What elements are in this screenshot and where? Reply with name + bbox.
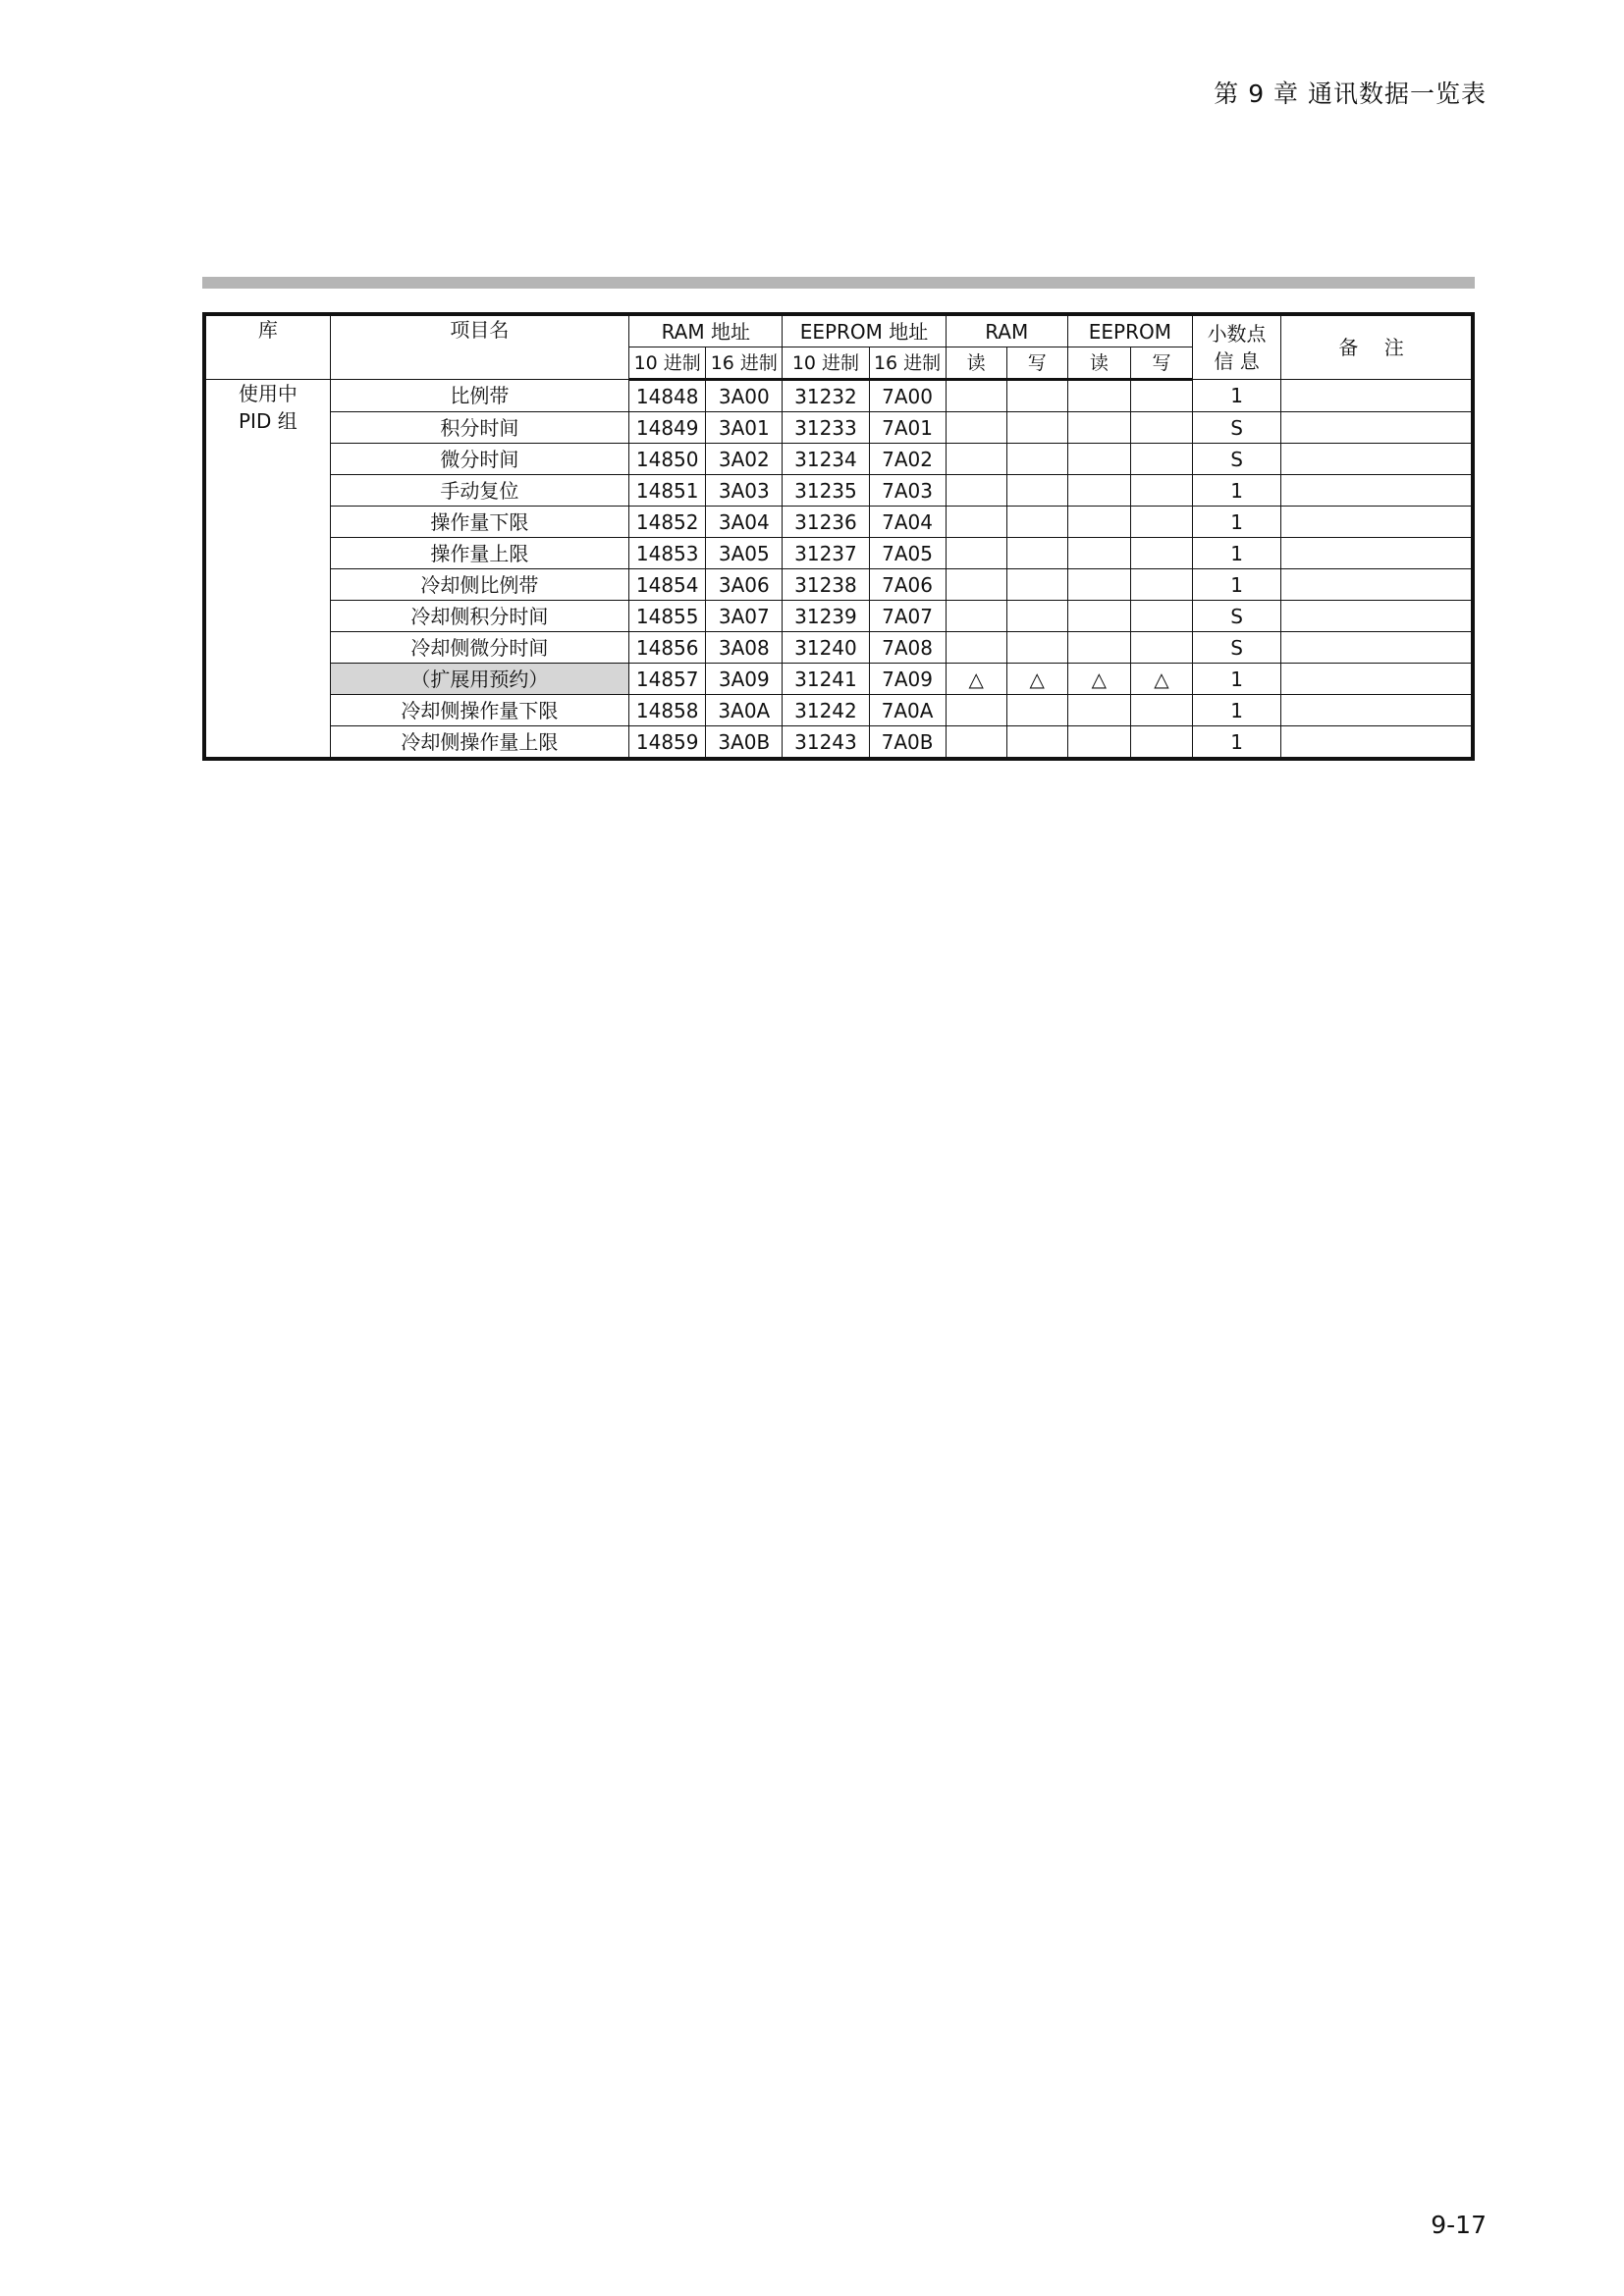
- table-row: [204, 412, 1473, 444]
- cell-ram-r: [946, 380, 1006, 412]
- cell-ram-w: [1006, 569, 1067, 601]
- item-name-cell: 冷却侧微分时间: [330, 632, 628, 664]
- cell-ee-w: [1130, 726, 1192, 760]
- header-ram-hex: 16 进制: [706, 347, 783, 380]
- cell-ee-hex: 7A09: [869, 664, 946, 695]
- cell-ee-hex: 7A0A: [869, 695, 946, 726]
- cell-dp: 1: [1193, 507, 1281, 538]
- table-row: [204, 664, 1473, 695]
- cell-ee-dec: 31234: [783, 444, 869, 475]
- cell-ee-w: [1130, 444, 1192, 475]
- cell-ram-w: [1006, 444, 1067, 475]
- cell-ram-hex: 3A01: [706, 412, 783, 444]
- cell-ram-hex: 3A05: [706, 538, 783, 569]
- cell-ram-w: [1006, 632, 1067, 664]
- cell-note: [1281, 475, 1473, 507]
- cell-ee-hex: 7A02: [869, 444, 946, 475]
- cell-ee-hex: 7A07: [869, 601, 946, 632]
- table-row: [204, 475, 1473, 507]
- cell-ram-r: [946, 507, 1006, 538]
- cell-note: [1281, 412, 1473, 444]
- cell-dp: 1: [1193, 695, 1281, 726]
- cell-dp: S: [1193, 444, 1281, 475]
- cell-ee-r: [1067, 538, 1130, 569]
- cell-ee-hex: 7A01: [869, 412, 946, 444]
- cell-dp: 1: [1193, 538, 1281, 569]
- cell-dp: 1: [1193, 475, 1281, 507]
- cell-ee-w: [1130, 632, 1192, 664]
- cell-ee-w: [1130, 380, 1192, 412]
- cell-ee-w: [1130, 507, 1192, 538]
- cell-ram-hex: 3A07: [706, 601, 783, 632]
- cell-ee-dec: 31239: [783, 601, 869, 632]
- cell-ee-r: [1067, 601, 1130, 632]
- header-eeprom-hex: 16 进制: [869, 347, 946, 380]
- cell-ram-hex: 3A0A: [706, 695, 783, 726]
- cell-ram-hex: 3A00: [706, 380, 783, 412]
- cell-ram-hex: 3A0B: [706, 726, 783, 760]
- cell-ee-r: △: [1067, 664, 1130, 695]
- cell-ee-hex: 7A00: [869, 380, 946, 412]
- page-number: 9-17: [1431, 2211, 1487, 2239]
- cell-ee-dec: 31243: [783, 726, 869, 760]
- cell-ram-hex: 3A09: [706, 664, 783, 695]
- cell-ram-w: [1006, 695, 1067, 726]
- cell-note: [1281, 601, 1473, 632]
- table-row: [204, 726, 1473, 760]
- cell-ee-r: [1067, 569, 1130, 601]
- item-name-cell: 积分时间: [330, 412, 628, 444]
- cell-dp: 1: [1193, 664, 1281, 695]
- cell-ee-hex: 7A06: [869, 569, 946, 601]
- cell-ram-dec: 14849: [629, 412, 706, 444]
- item-name-cell: 操作量上限: [330, 538, 628, 569]
- cell-ram-dec: 14853: [629, 538, 706, 569]
- cell-ram-r: [946, 444, 1006, 475]
- table-row: [204, 380, 1473, 412]
- cell-ram-dec: 14858: [629, 695, 706, 726]
- cell-ram-dec: 14856: [629, 632, 706, 664]
- cell-note: [1281, 726, 1473, 760]
- header-bank: 库: [204, 314, 330, 380]
- item-name-cell: 冷却侧操作量下限: [330, 695, 628, 726]
- cell-ee-r: [1067, 412, 1130, 444]
- item-name-cell: 微分时间: [330, 444, 628, 475]
- cell-note: [1281, 695, 1473, 726]
- cell-ram-w: [1006, 601, 1067, 632]
- cell-ee-w: [1130, 538, 1192, 569]
- item-name-cell: 冷却侧操作量上限: [330, 726, 628, 760]
- cell-ram-r: [946, 569, 1006, 601]
- table-row: [204, 507, 1473, 538]
- cell-note: [1281, 569, 1473, 601]
- cell-ram-w: [1006, 380, 1067, 412]
- cell-dp: 1: [1193, 569, 1281, 601]
- table-row: [204, 601, 1473, 632]
- header-eeprom-write: 写: [1130, 347, 1192, 380]
- cell-ram-hex: 3A08: [706, 632, 783, 664]
- cell-ram-hex: 3A06: [706, 569, 783, 601]
- cell-ee-hex: 7A05: [869, 538, 946, 569]
- header-rule: [202, 277, 1475, 289]
- item-name-cell: 操作量下限: [330, 507, 628, 538]
- cell-ram-r: [946, 601, 1006, 632]
- cell-ram-dec: 14859: [629, 726, 706, 760]
- header-eeprom-access: EEPROM: [1067, 314, 1192, 347]
- cell-ram-dec: 14851: [629, 475, 706, 507]
- cell-ee-dec: 31237: [783, 538, 869, 569]
- cell-ee-dec: 31240: [783, 632, 869, 664]
- header-ram-address: RAM 地址: [629, 314, 783, 347]
- cell-note: [1281, 380, 1473, 412]
- cell-note: [1281, 632, 1473, 664]
- cell-ram-dec: 14848: [629, 380, 706, 412]
- table-row: [204, 695, 1473, 726]
- item-name-cell: 冷却侧积分时间: [330, 601, 628, 632]
- cell-ram-hex: 3A02: [706, 444, 783, 475]
- cell-ram-r: [946, 726, 1006, 760]
- bank-group-line2: PID 组: [238, 409, 298, 433]
- cell-note: [1281, 664, 1473, 695]
- cell-ram-w: [1006, 507, 1067, 538]
- cell-ee-r: [1067, 444, 1130, 475]
- cell-ee-w: [1130, 601, 1192, 632]
- cell-ram-dec: 14854: [629, 569, 706, 601]
- cell-ee-r: [1067, 726, 1130, 760]
- cell-ram-w: [1006, 538, 1067, 569]
- cell-ram-r: [946, 538, 1006, 569]
- cell-ram-w: △: [1006, 664, 1067, 695]
- header-eeprom-dec: 10 进制: [783, 347, 869, 380]
- cell-ram-dec: 14852: [629, 507, 706, 538]
- bank-group-line1: 使用中: [238, 382, 298, 405]
- cell-ee-w: △: [1130, 664, 1192, 695]
- item-name-cell: 手动复位: [330, 475, 628, 507]
- cell-ee-dec: 31233: [783, 412, 869, 444]
- table-row: [204, 444, 1473, 475]
- item-name-cell: 冷却侧比例带: [330, 569, 628, 601]
- cell-ee-hex: 7A08: [869, 632, 946, 664]
- cell-ram-r: [946, 695, 1006, 726]
- header-item-name: 项目名: [330, 314, 628, 380]
- cell-note: [1281, 507, 1473, 538]
- table-row: [204, 538, 1473, 569]
- cell-dp: S: [1193, 632, 1281, 664]
- header-eeprom-address: EEPROM 地址: [783, 314, 946, 347]
- item-name-cell: （扩展用预约）: [330, 664, 628, 695]
- cell-ram-dec: 14855: [629, 601, 706, 632]
- cell-ee-dec: 31241: [783, 664, 869, 695]
- cell-note: [1281, 444, 1473, 475]
- header-ram-write: 写: [1006, 347, 1067, 380]
- cell-dp: 1: [1193, 380, 1281, 412]
- table-row: [204, 632, 1473, 664]
- cell-ram-r: [946, 412, 1006, 444]
- cell-ee-hex: 7A04: [869, 507, 946, 538]
- cell-ee-w: [1130, 475, 1192, 507]
- item-name-cell: 比例带: [330, 380, 628, 412]
- cell-dp: S: [1193, 601, 1281, 632]
- header-ram-access: RAM: [946, 314, 1067, 347]
- cell-ram-w: [1006, 726, 1067, 760]
- cell-ee-dec: 31236: [783, 507, 869, 538]
- cell-ram-r: [946, 632, 1006, 664]
- cell-ram-dec: 14850: [629, 444, 706, 475]
- cell-ee-hex: 7A0B: [869, 726, 946, 760]
- cell-ee-w: [1130, 695, 1192, 726]
- cell-ee-r: [1067, 475, 1130, 507]
- header-decimal-line2: 信 息: [1214, 349, 1260, 373]
- header-decimal-line1: 小数点: [1207, 322, 1267, 346]
- cell-ram-hex: 3A04: [706, 507, 783, 538]
- cell-ee-dec: 31238: [783, 569, 869, 601]
- cell-ram-hex: 3A03: [706, 475, 783, 507]
- communication-data-table: [202, 312, 1475, 761]
- header-eeprom-read: 读: [1067, 347, 1130, 380]
- header-ram-read: 读: [946, 347, 1006, 380]
- header-ram-dec: 10 进制: [629, 347, 706, 380]
- cell-note: [1281, 538, 1473, 569]
- header-notes: 备 注: [1281, 314, 1473, 380]
- cell-ee-w: [1130, 412, 1192, 444]
- cell-ram-r: △: [946, 664, 1006, 695]
- cell-dp: 1: [1193, 726, 1281, 760]
- cell-ee-dec: 31232: [783, 380, 869, 412]
- cell-ram-r: [946, 475, 1006, 507]
- cell-ee-w: [1130, 569, 1192, 601]
- cell-ee-r: [1067, 380, 1130, 412]
- header-decimal-info: [1193, 314, 1281, 380]
- bank-group-cell: [204, 380, 330, 760]
- cell-ee-hex: 7A03: [869, 475, 946, 507]
- cell-ee-dec: 31235: [783, 475, 869, 507]
- table-row: [204, 569, 1473, 601]
- cell-ee-r: [1067, 695, 1130, 726]
- page-header-title: 第 9 章 通讯数据一览表: [1214, 80, 1487, 108]
- cell-dp: S: [1193, 412, 1281, 444]
- cell-ram-w: [1006, 412, 1067, 444]
- cell-ram-w: [1006, 475, 1067, 507]
- cell-ee-r: [1067, 632, 1130, 664]
- cell-ee-dec: 31242: [783, 695, 869, 726]
- cell-ram-dec: 14857: [629, 664, 706, 695]
- cell-ee-r: [1067, 507, 1130, 538]
